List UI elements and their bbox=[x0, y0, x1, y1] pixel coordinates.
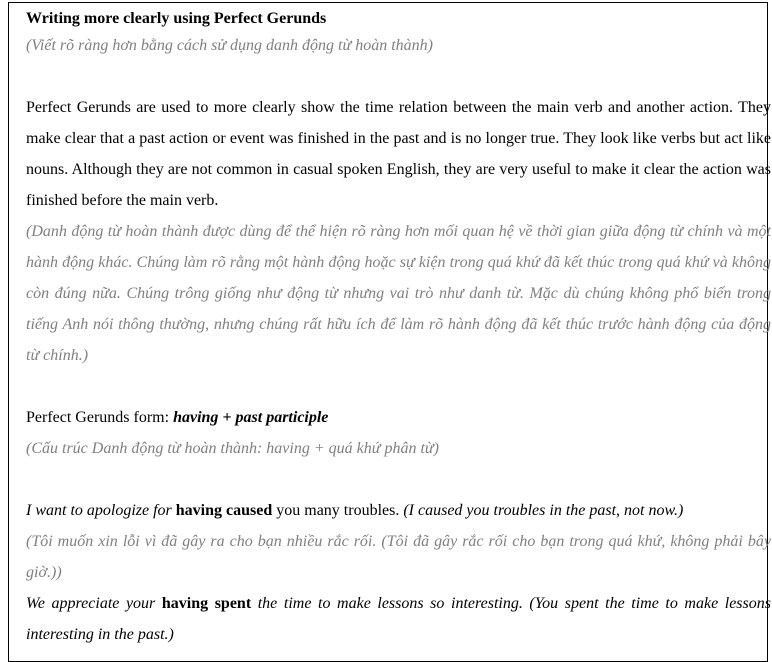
spacer bbox=[26, 61, 771, 92]
intro-paragraph: Perfect Gerunds are used to more clearly show the time relation between the main verb and another action. They make clear that a past action or event was finished in the past and is no longer true. They look like verbs but act like nouns. Although they are not common in casual spoken English, they are very useful to make it clear the action was finished before the main verb. bbox=[26, 99, 771, 209]
example-translation: (Tôi muốn xin lỗi vì đã gây ra cho bạn nhiều rắc rối. (Tôi đã gây rắc rối cho bạn trong quá khứ, không phải bây giờ.)) bbox=[26, 533, 771, 581]
example-text: We appreciate your bbox=[26, 595, 162, 612]
example-gerund: having caused bbox=[175, 502, 273, 519]
intro-paragraph-translation: (Danh động từ hoàn thành được dùng để thể hiện rõ ràng hơn mối quan hệ về thời gian giữa động từ chính và một hành động khác. Chúng làm rõ rằng một hành động hoặc sự kiện trong quá khứ đã kết thúc trong quá khứ và không còn đúng nữa. Chúng trông giống như động từ nhưng vai trò như danh từ. Mặc dù chúng không phổ biến trong tiếng Anh nói thông thường, nhưng chúng rất hữu ích để làm rõ hành động đã kết thúc trước hành động của động từ chính.) bbox=[26, 223, 771, 364]
form-translation: (Cấu trúc Danh động từ hoàn thành: having + quá khứ phân từ) bbox=[26, 440, 439, 457]
spacer bbox=[26, 464, 771, 495]
document-frame bbox=[8, 2, 771, 662]
example-text: you many troubles. bbox=[272, 502, 404, 519]
example-sentence bbox=[26, 495, 771, 526]
page-title-translation: (Viết rõ ràng hơn bằng cách sử dụng danh động từ hoàn thành) bbox=[26, 37, 433, 54]
example-sentence bbox=[26, 588, 771, 650]
example-text: I want to apologize for bbox=[26, 502, 176, 519]
form-line bbox=[26, 402, 771, 433]
form-formula: having + past participle bbox=[173, 409, 329, 426]
example-note: the time to make lessons so interesting. (You spent the time to make lessons interesting in the past.) bbox=[26, 595, 771, 643]
page-title: Writing more clearly using Perfect Gerunds bbox=[26, 10, 327, 27]
example-note: (I caused you troubles in the past, not now.) bbox=[403, 502, 684, 519]
document-content bbox=[26, 8, 771, 650]
spacer bbox=[26, 371, 771, 402]
form-label: Perfect Gerunds form: bbox=[26, 409, 174, 426]
example-gerund: having spent bbox=[161, 595, 252, 612]
